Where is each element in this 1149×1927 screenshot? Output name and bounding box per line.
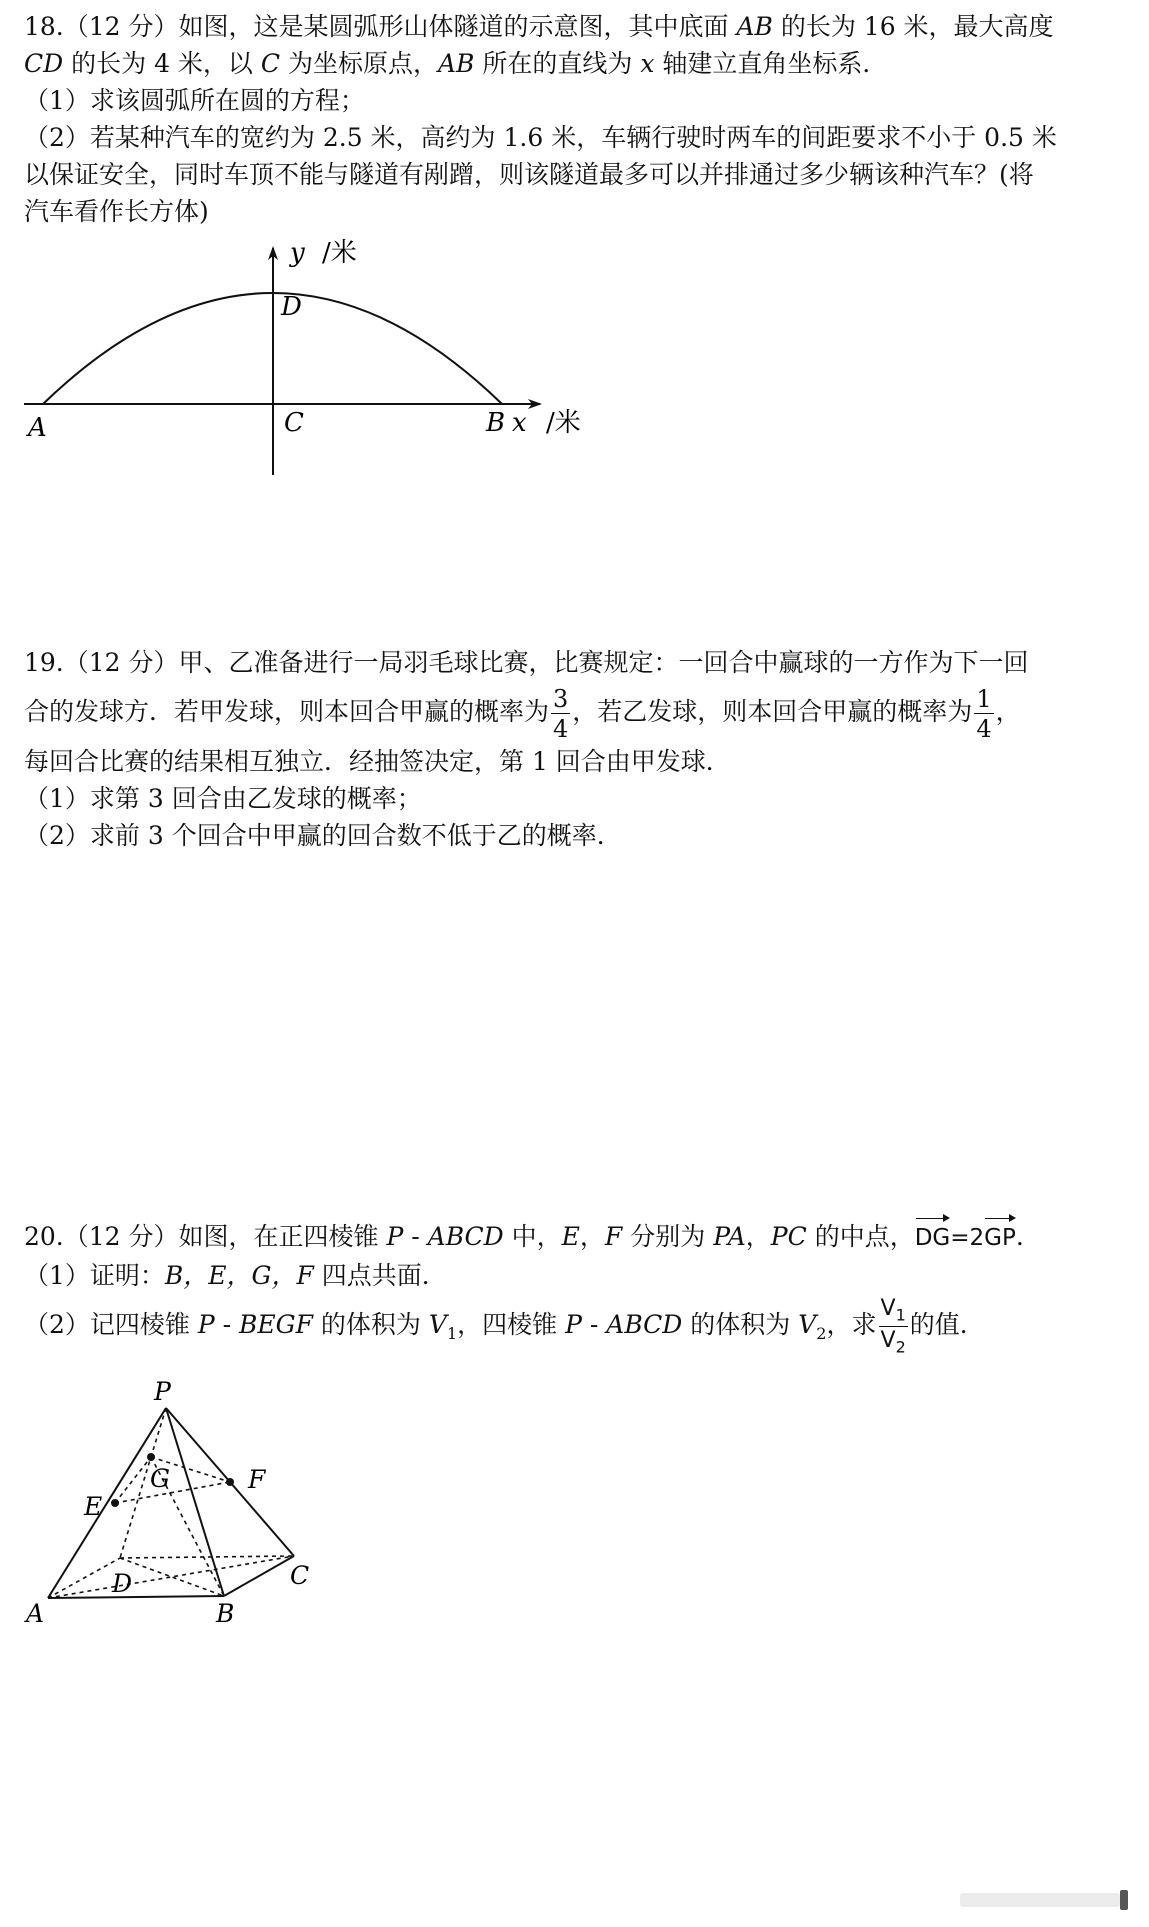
q20-frac-den-sub: 2 bbox=[895, 1336, 906, 1356]
q18-segment-ab: AB bbox=[437, 49, 475, 78]
q19-frac2-num: 1 bbox=[976, 684, 992, 713]
q20-point-f bbox=[226, 1478, 234, 1486]
q18-point-c-label: C bbox=[284, 408, 304, 438]
q20-text: （1）证明： bbox=[24, 1261, 165, 1290]
q20-part-2 bbox=[24, 1294, 1134, 1356]
q20-volume: V bbox=[798, 1310, 817, 1339]
q18-point-d-label: D bbox=[281, 292, 302, 322]
q20-text: 的值． bbox=[909, 1310, 985, 1339]
q19-fraction-one-quarter bbox=[974, 684, 993, 743]
q20-text: 四点共面． bbox=[313, 1261, 447, 1290]
q18-text: 的长为 4 米，以 bbox=[63, 49, 261, 78]
q18-part-2-line1: （2）若某种汽车的宽约为 2.5 米，高约为 1.6 米，车辆行驶时两车的间距要求不小于 0.5 米 bbox=[24, 123, 1057, 152]
q20-text: ， bbox=[579, 1222, 605, 1251]
q20-frac-den-v: V bbox=[880, 1327, 896, 1353]
q19-part-1: （1）求第 3 回合由乙发球的概率； bbox=[24, 784, 422, 813]
q20-subscript: 1 bbox=[446, 1324, 458, 1343]
q20-text: 的体积为 bbox=[312, 1310, 429, 1339]
q20-frac-num bbox=[879, 1298, 908, 1326]
q20-label-b: B bbox=[216, 1599, 235, 1628]
q19-part-2: （2）求前 3 个回合中甲赢的回合数不低于乙的概率． bbox=[24, 821, 622, 850]
q20-edge-ab bbox=[48, 1596, 224, 1598]
q20-volume-ratio-fraction bbox=[879, 1298, 908, 1355]
q20-edge-bc bbox=[224, 1556, 294, 1596]
q18-segment-ab: AB bbox=[736, 12, 773, 41]
q20-text: - bbox=[403, 1222, 428, 1251]
q20-points: B，E，G，F bbox=[164, 1261, 314, 1290]
q20-label-e: E bbox=[84, 1492, 103, 1521]
q20-subscript: 2 bbox=[816, 1324, 827, 1343]
q20-vector-dg: DG bbox=[915, 1214, 951, 1257]
q18-point-b-label: B bbox=[486, 408, 506, 438]
q19-text: ， bbox=[995, 697, 1021, 726]
q18-point-a-label: A bbox=[28, 413, 47, 443]
q18-part-1: （1）求该圆弧所在圆的方程； bbox=[24, 86, 365, 115]
q18-stem-line1 bbox=[24, 8, 1134, 45]
q20-point-e bbox=[111, 1499, 119, 1507]
q20-base: BEGF bbox=[239, 1310, 313, 1339]
q18-part-2-line2: 以保证安全，同时车顶不能与隧道有剐蹭，则该隧道最多可以并排通过多少辆该种汽车？(将 bbox=[24, 160, 1034, 189]
q20-text: 20.（12 分）如图，在正四棱锥 bbox=[24, 1222, 387, 1251]
q20-text: 分别为 bbox=[622, 1222, 714, 1251]
scrollbar-thumb[interactable] bbox=[1120, 1890, 1128, 1910]
q20-part-1 bbox=[24, 1257, 1134, 1294]
question-20 bbox=[24, 1214, 1134, 1356]
q20-point-g bbox=[147, 1453, 155, 1461]
q20-text: . bbox=[1015, 1222, 1024, 1251]
q20-frac-num-v: V bbox=[880, 1296, 896, 1322]
q18-text: 18.（12 分）如图，这是某圆弧形山体隧道的示意图，其中底面 bbox=[24, 12, 737, 41]
q20-label-p: P bbox=[154, 1377, 171, 1406]
q20-text: ，求 bbox=[826, 1310, 877, 1339]
q18-x-axis-name: x bbox=[640, 49, 655, 78]
q18-text: 的长为 16 米，最大高度 bbox=[772, 12, 1054, 41]
q20-edge-ad bbox=[48, 1558, 120, 1598]
q18-segment-cd: CD bbox=[24, 49, 64, 78]
q20-label-a: A bbox=[26, 1599, 45, 1628]
q20-text: 的体积为 bbox=[682, 1310, 799, 1339]
q19-text: ，若乙发球，则本回合甲赢的概率为 bbox=[572, 697, 973, 726]
q19-frac1-den: 4 bbox=[553, 714, 569, 743]
q20-label-g: G bbox=[150, 1464, 170, 1493]
q18-tunnel-figure bbox=[0, 230, 620, 490]
q18-text: 为坐标原点， bbox=[280, 49, 438, 78]
q20-point: E bbox=[561, 1222, 580, 1251]
q19-text: 合的发球方．若甲发球，则本回合甲赢的概率为 bbox=[24, 697, 550, 726]
q20-base: ABCD bbox=[427, 1222, 504, 1251]
q18-point-c: C bbox=[260, 49, 281, 78]
q20-vector-gp: GP bbox=[984, 1214, 1016, 1257]
q20-segment-ef bbox=[115, 1482, 230, 1503]
q18-y-label: y bbox=[290, 238, 305, 268]
q20-segment: PA bbox=[713, 1222, 746, 1251]
q20-label-f: F bbox=[248, 1465, 266, 1494]
q20-point: P bbox=[197, 1310, 215, 1339]
q20-text: 中， bbox=[503, 1222, 562, 1251]
q20-text: （2）记四棱锥 bbox=[24, 1310, 198, 1339]
q18-text: 轴建立直角坐标系． bbox=[654, 49, 888, 78]
q20-point: F bbox=[604, 1222, 623, 1251]
q20-text: - bbox=[581, 1310, 607, 1339]
q18-x-label: x bbox=[512, 408, 527, 438]
q18-x-unit: /米 bbox=[546, 408, 581, 438]
q20-point: P bbox=[565, 1310, 582, 1339]
q20-label-c: C bbox=[290, 1561, 310, 1590]
q20-pyramid-figure bbox=[0, 1370, 340, 1650]
q20-stem-line1 bbox=[24, 1214, 1134, 1257]
q20-frac-den bbox=[879, 1327, 908, 1355]
q20-point: P bbox=[386, 1222, 404, 1251]
q20-diagonal-bd bbox=[120, 1558, 224, 1596]
question-18 bbox=[24, 8, 1134, 230]
q19-frac1-num: 3 bbox=[553, 684, 569, 713]
q18-stem-line2 bbox=[24, 45, 1134, 82]
q18-y-unit: /米 bbox=[322, 238, 357, 268]
q20-text: ， bbox=[745, 1222, 771, 1251]
q20-volume: V bbox=[428, 1310, 447, 1339]
question-19 bbox=[24, 644, 1134, 854]
q20-text: 的中点， bbox=[806, 1222, 915, 1251]
horizontal-scrollbar-track[interactable] bbox=[960, 1893, 1120, 1907]
q20-text: ，四棱锥 bbox=[457, 1310, 566, 1339]
q19-stem-line1: 19.（12 分）甲、乙准备进行一局羽毛球比赛，比赛规定：一回合中赢球的一方作为下一回 bbox=[24, 648, 1029, 677]
q19-fraction-three-quarters bbox=[551, 684, 570, 743]
q20-edge-pa bbox=[48, 1408, 166, 1598]
q19-stem-line2 bbox=[24, 681, 1134, 743]
q20-segment: PC bbox=[770, 1222, 807, 1251]
q19-stem-line3: 每回合比赛的结果相互独立．经抽签决定，第 1 回合由甲发球． bbox=[24, 747, 731, 776]
q20-edge-dc bbox=[120, 1556, 294, 1558]
q20-frac-num-sub: 1 bbox=[895, 1305, 906, 1325]
q18-text: 所在的直线为 bbox=[474, 49, 641, 78]
q20-text: - bbox=[214, 1310, 240, 1339]
q19-frac2-den: 4 bbox=[976, 714, 992, 743]
q20-base: ABCD bbox=[606, 1310, 683, 1339]
q20-vector-eq: =2 bbox=[950, 1225, 985, 1251]
q18-part-2-line3: 汽车看作长方体) bbox=[24, 197, 209, 226]
q20-label-d: D bbox=[112, 1569, 133, 1598]
